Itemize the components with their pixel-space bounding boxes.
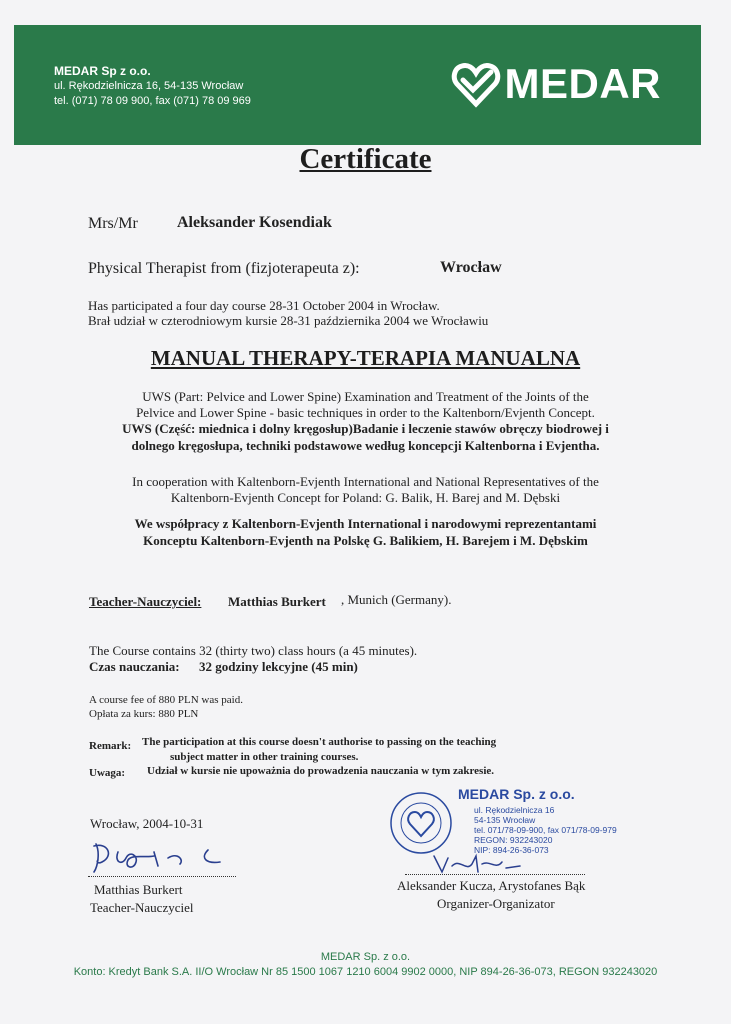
company-address: ul. Rękodzielnicza 16, 54-135 Wrocław <box>54 80 244 92</box>
salutation: Mrs/Mr <box>88 215 138 232</box>
signature-line-left <box>88 876 236 877</box>
stamp-line-2: 54-135 Wrocław <box>474 815 536 825</box>
description-en-2: Pelvice and Lower Spine - basic techniques in order to the Kaltenborn/Evjenth Concept. <box>136 405 595 420</box>
teacher-location: , Munich (Germany). <box>341 592 452 607</box>
stamp-line-4: REGON: 932243020 <box>474 835 553 845</box>
place-date: Wrocław, 2004-10-31 <box>90 816 204 831</box>
signature-line-right <box>405 874 585 875</box>
hours-pl-label: Czas nauczania: <box>89 659 180 674</box>
description-en-1: UWS (Part: Pelvice and Lower Spine) Examination and Treatment of the Joints of the <box>142 389 589 404</box>
remark-pl-line: Udział w kursie nie upoważnia do prowadzenia nauczania w tym zakresie. <box>147 765 495 777</box>
stamp-title: MEDAR Sp. z o.o. <box>458 786 575 802</box>
cooperation-pl-1: We współpracy z Kaltenborn-Evjenth International i narodowymi reprezentantami <box>134 516 597 531</box>
footer-company: MEDAR Sp. z o.o. <box>320 951 411 963</box>
fee-en: A course fee of 880 PLN was paid. <box>89 694 243 706</box>
recipient-city: Wrocław <box>440 259 502 276</box>
stamp-line-5: NIP: 894-26-36-073 <box>474 845 549 855</box>
remark-label: Remark: <box>89 740 132 752</box>
teacher-signature <box>88 832 248 882</box>
teacher-name: Matthias Burkert <box>228 594 326 609</box>
remark-line-1: The participation at this course doesn't authorise to passing on the teaching <box>142 736 497 748</box>
fee-pl: Opłata za kurs: 880 PLN <box>89 708 199 720</box>
company-phone: tel. (071) 78 09 900, fax (071) 78 09 969 <box>54 95 251 107</box>
footer-bank-details: Konto: Kredyt Bank S.A. II/O Wrocław Nr 85 1500 1067 1210 6004 9902 0000, NIP 894-26-36-073, REGON 932243020 <box>73 966 658 978</box>
stamp-line-3: tel. 071/78-09-900, fax 071/78-09-979 <box>474 825 617 835</box>
company-info <box>54 64 251 109</box>
description-pl-2: dolnego kręgosłupa, techniki podstawowe według koncepcji Kaltenborna i Evjentha. <box>131 438 600 453</box>
profession-label: Physical Therapist from (fizjoterapeuta z): <box>88 260 360 277</box>
remark-pl-label: Uwaga: <box>89 767 126 779</box>
participation-pl: Brał udział w czterodniowym kursie 28-31 października 2004 we Wrocławiu <box>88 313 489 328</box>
brand-name: MEDAR <box>504 60 661 107</box>
course-title: MANUAL THERAPY-TERAPIA MANUALNA <box>150 346 581 370</box>
heart-logo-icon <box>451 58 501 110</box>
cooperation-pl-2: Konceptu Kaltenborn-Evjenth na Polskę G. Balikiem, H. Barejem i M. Dębskim <box>143 533 588 548</box>
participation-en: Has participated a four day course 28-31 October 2004 in Wrocław. <box>88 298 440 313</box>
hours-pl-value: 32 godziny lekcyjne (45 min) <box>199 659 358 674</box>
remark-line-2: subject matter in other training courses. <box>170 751 359 763</box>
teacher-label: Teacher-Nauczyciel: <box>89 594 202 609</box>
hours-en: The Course contains 32 (thirty two) class hours (a 45 minutes). <box>89 643 418 658</box>
medar-logo <box>451 58 662 110</box>
certificate-title: Certificate <box>299 143 432 175</box>
description-pl-1: UWS (Część: miednica i dolny kręgosłup)Badanie i leczenie stawów obręczy biodrowej i <box>122 421 609 436</box>
cooperation-en-2: Kaltenborn-Evjenth Concept for Poland: G. Balik, H. Barej and M. Dębski <box>170 490 561 505</box>
right-signer-role: Organizer-Organizator <box>437 896 555 911</box>
cooperation-en-1: In cooperation with Kaltenborn-Evjenth International and National Representatives of the <box>132 474 599 489</box>
company-name: MEDAR Sp z o.o. <box>54 64 151 78</box>
left-signer-name: Matthias Burkert <box>94 882 183 897</box>
recipient-name: Aleksander Kosendiak <box>177 214 332 231</box>
stamp-seal-icon <box>388 790 454 856</box>
stamp-line-1: ul. Rękodzielnicza 16 <box>474 805 555 815</box>
right-signer-name: Aleksander Kucza, Arystofanes Bąk <box>397 878 586 893</box>
left-signer-role: Teacher-Nauczyciel <box>90 900 194 915</box>
letterhead-banner <box>14 25 701 145</box>
